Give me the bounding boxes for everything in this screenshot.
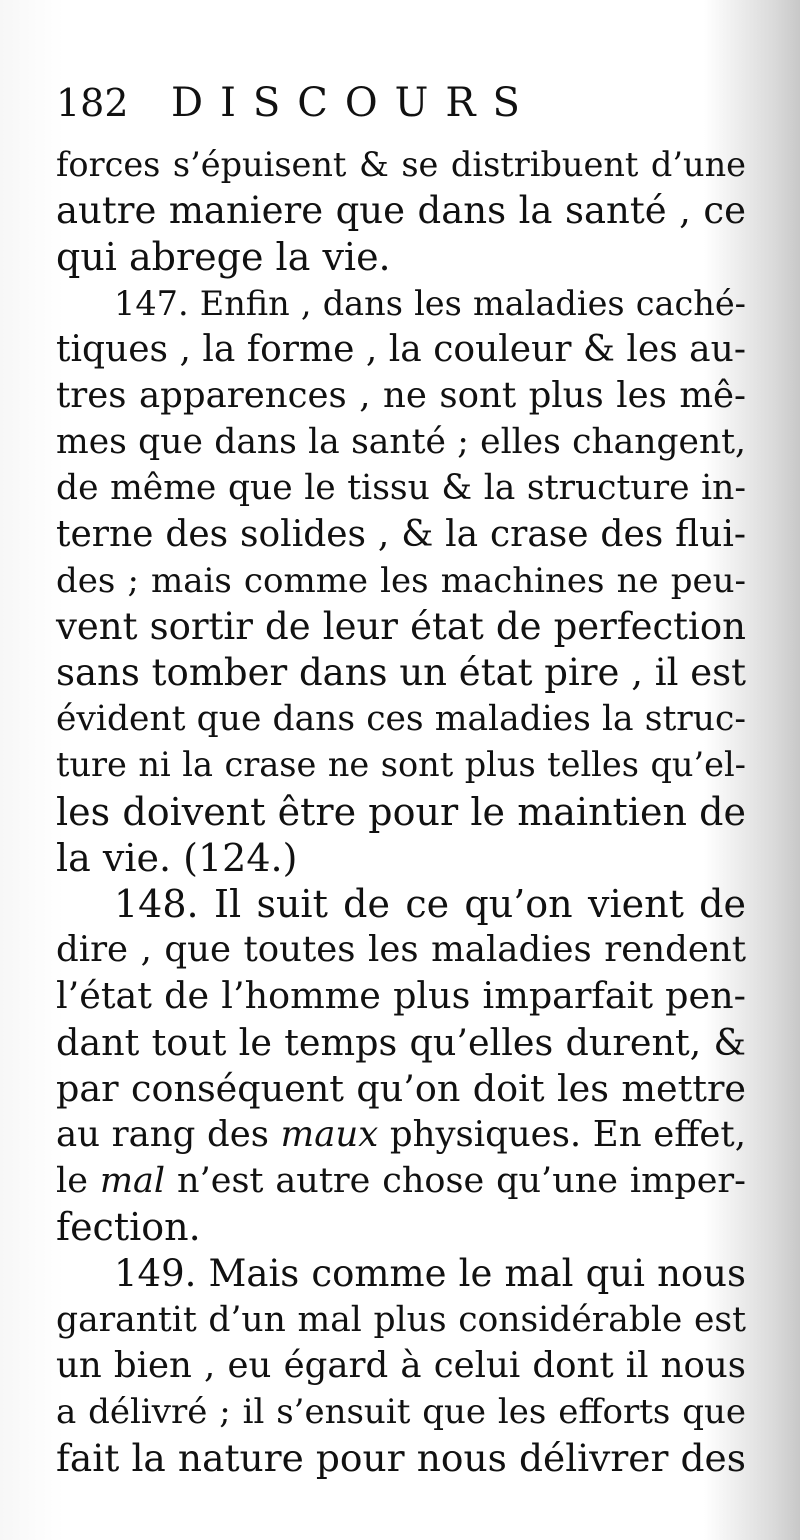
text-line: sans tomber dans un état pire , il est bbox=[56, 651, 746, 695]
text-line bbox=[56, 1112, 746, 1158]
text-line: un bien , eu égard à celui dont il nous bbox=[56, 1344, 746, 1386]
text-line: qui abrege la vie. bbox=[56, 235, 391, 280]
text-line: autre maniere que dans la santé , ce bbox=[56, 189, 746, 233]
text-line: garantit d’un mal plus considérable est bbox=[56, 1299, 746, 1340]
text-line: des ; mais comme les machines ne peu- bbox=[56, 560, 746, 601]
text-line: par conséquent qu’on doit les mettre bbox=[56, 1066, 746, 1110]
text-line: dant tout le temps qu’elles durent, & bbox=[56, 1020, 746, 1064]
italic-word: mal bbox=[99, 1161, 166, 1202]
text-line: l’état de l’homme plus imparfait pen- bbox=[56, 974, 746, 1018]
text-line: dire , que toutes les maladies rendent bbox=[56, 929, 746, 971]
text-line: 149. Mais comme le mal qui nous bbox=[114, 1251, 746, 1295]
text-line: fection. bbox=[56, 1205, 201, 1250]
text-line: les doivent être pour le maintien de bbox=[56, 789, 746, 834]
text-line: de même que le tissu & la structure in- bbox=[56, 468, 746, 509]
running-header bbox=[56, 80, 537, 126]
italic-word: maux bbox=[280, 1113, 379, 1155]
text-line: ture ni la crase ne sont plus telles qu’el- bbox=[56, 745, 746, 785]
text-line: a délivré ; il s’ensuit que les efforts que bbox=[56, 1392, 746, 1433]
text-span: au rang des bbox=[56, 1113, 281, 1155]
text-line: évident que dans ces maladies la struc- bbox=[56, 699, 746, 740]
running-title: DISCOURS bbox=[171, 80, 537, 126]
text-line: forces s’épuisent & se distribuent d’une bbox=[56, 145, 746, 184]
text-line: vent sortir de leur état de perfection bbox=[56, 604, 746, 648]
text-line: 147. Enfin , dans les maladies caché- bbox=[114, 283, 746, 323]
text-span: le bbox=[56, 1161, 100, 1202]
text-line: tres apparences , ne sont plus les mê- bbox=[56, 374, 746, 416]
text-line: la vie. (124.) bbox=[56, 835, 298, 880]
text-line: fait la nature pour nous délivrer des bbox=[56, 1436, 746, 1481]
text-line: 148. Il suit de ce qu’on vient de bbox=[114, 882, 746, 926]
text-line: terne des solides , & la crase des flui- bbox=[56, 513, 746, 555]
text-line: mes que dans la santé ; elles changent, bbox=[56, 422, 746, 463]
text-span: n’est autre chose qu’une imper- bbox=[165, 1161, 746, 1202]
text-span: physiques. En effet, bbox=[378, 1113, 746, 1155]
page-number: 182 bbox=[56, 81, 129, 125]
body-text bbox=[56, 142, 746, 1481]
text-line: tiques , la forme , la couleur & les au- bbox=[56, 328, 746, 370]
text-line bbox=[56, 1158, 746, 1204]
